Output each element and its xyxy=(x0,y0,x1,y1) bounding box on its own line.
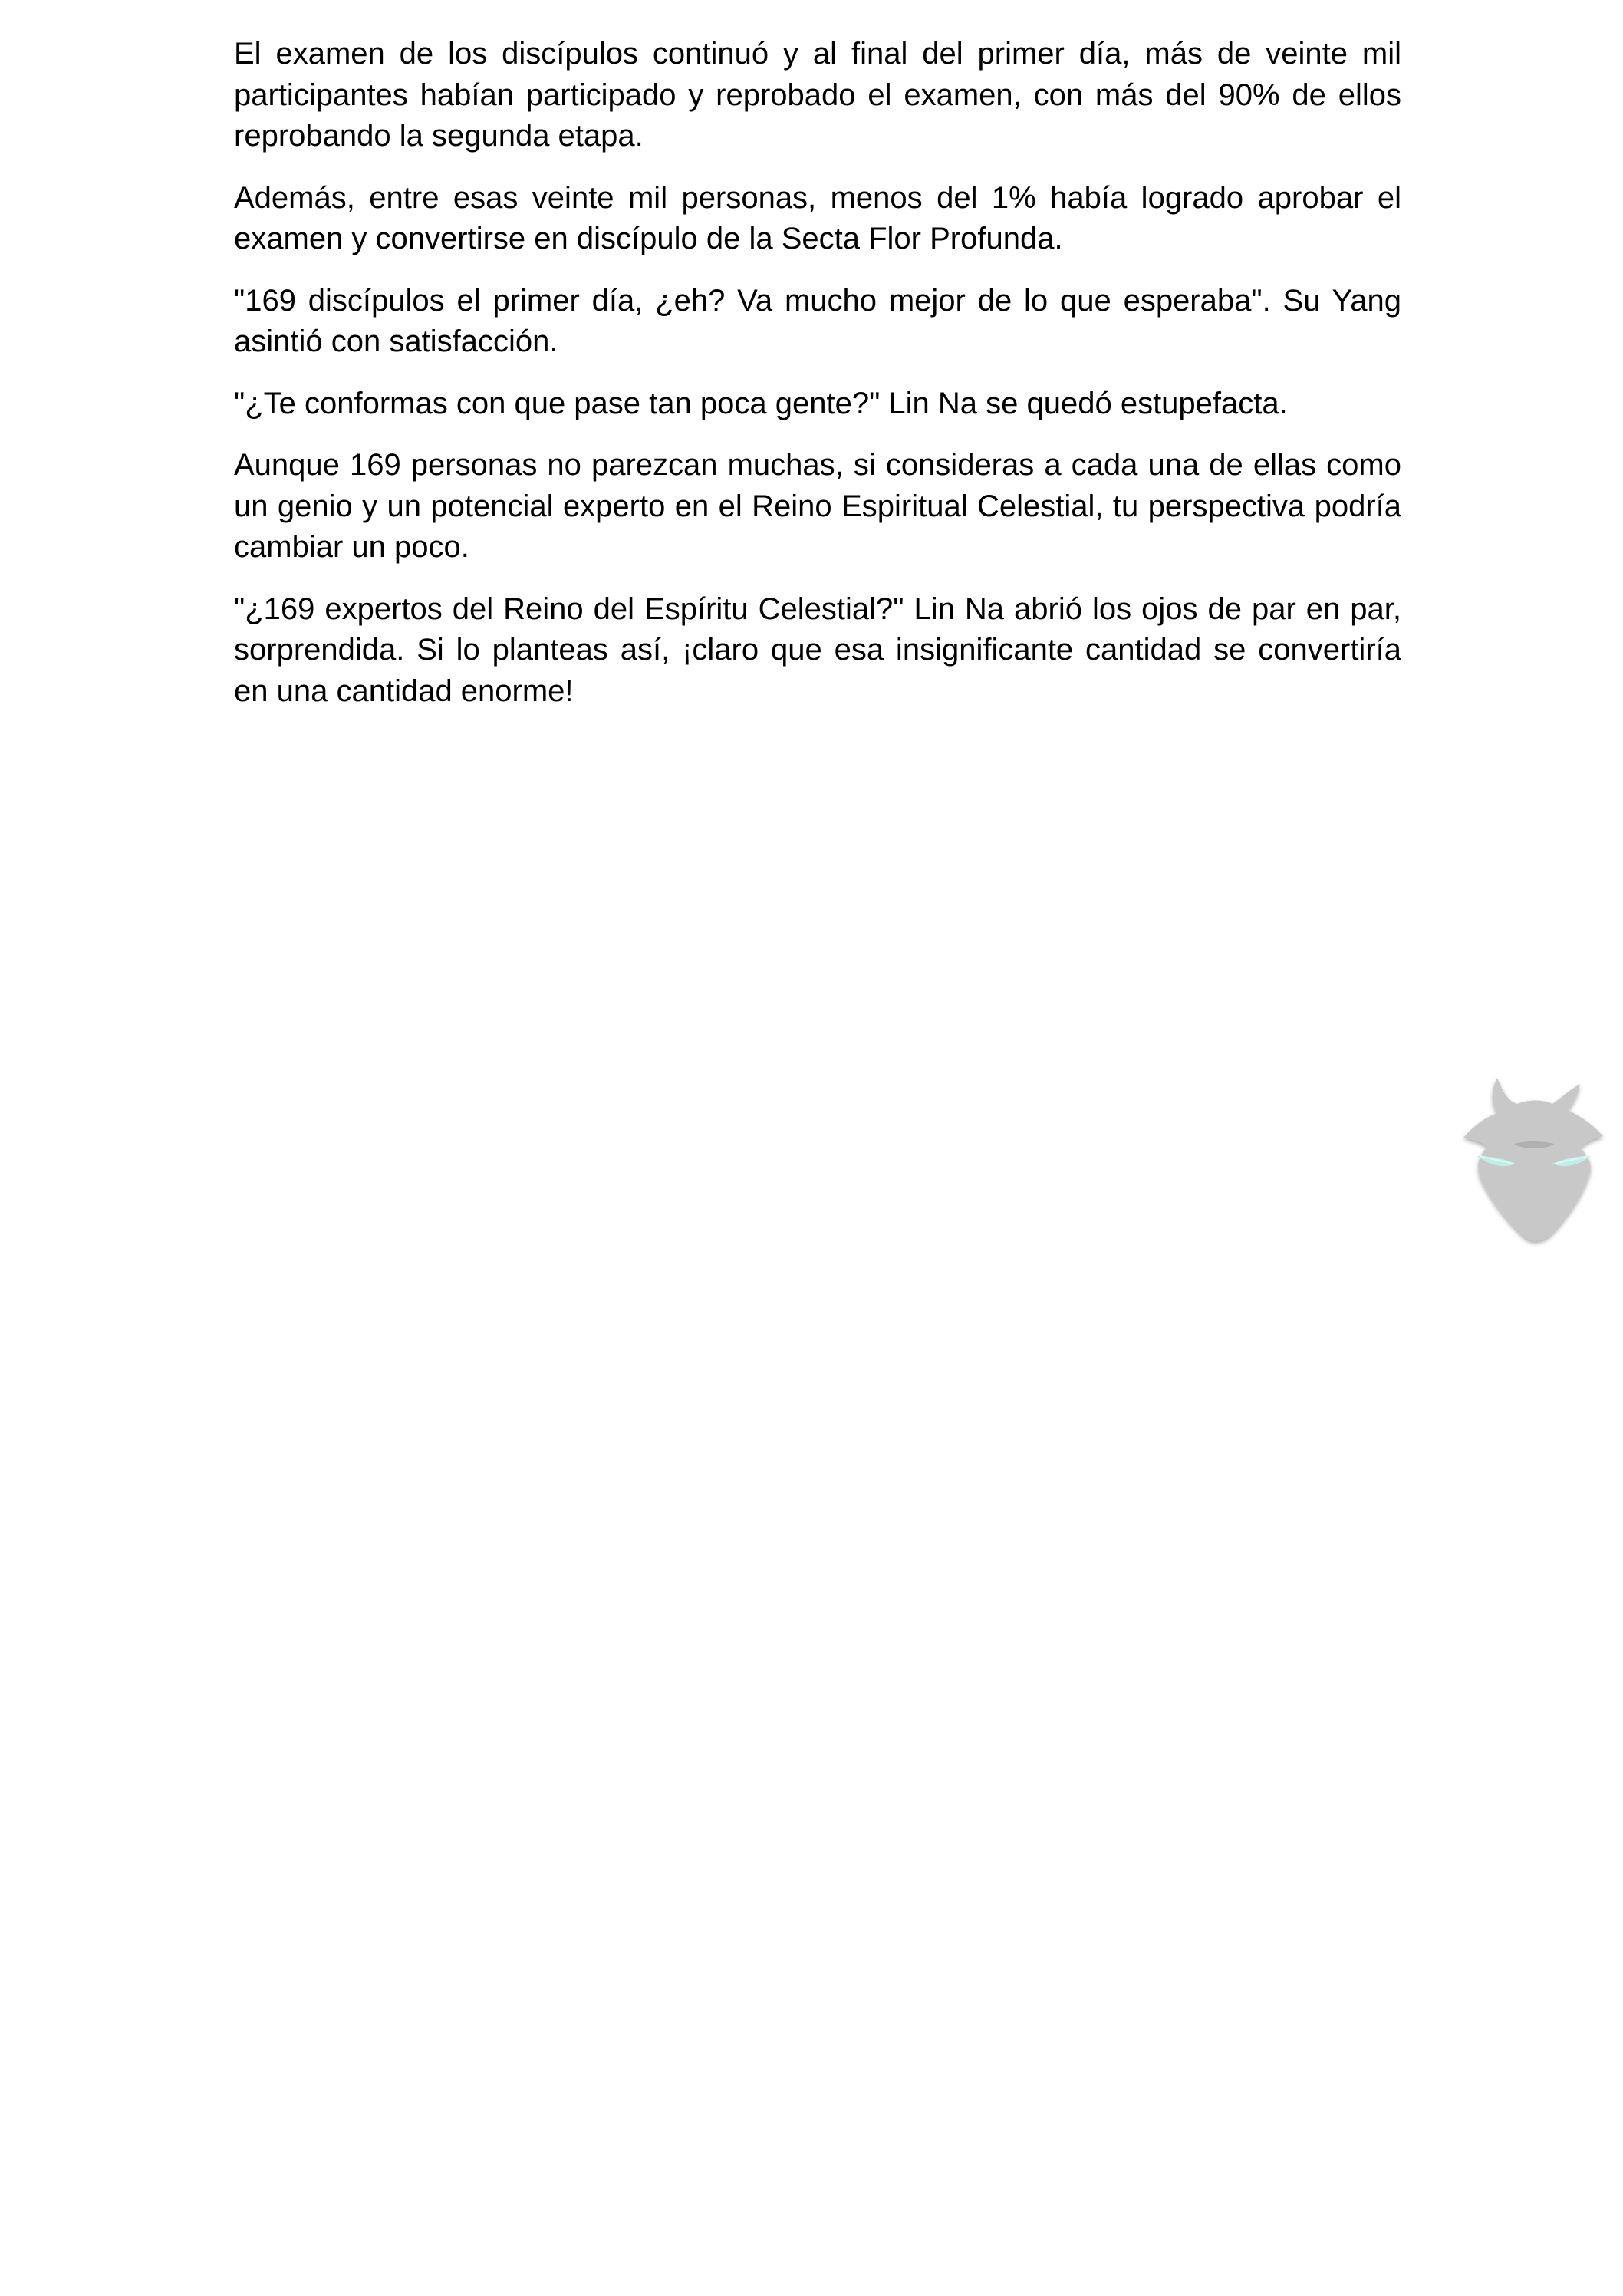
paragraph-6: "¿169 expertos del Reino del Espíritu Celestial?" Lin Na abrió los ojos de par en par, sorprendida. Si lo planteas así, ¡claro que esa insignificante cantidad se convertiría en una cantidad enorme! xyxy=(234,591,1401,708)
demon-head-icon xyxy=(1457,1070,1611,1247)
paragraph-4: "¿Te conformas con que pase tan poca gente?" Lin Na se quedó estupefacta. xyxy=(234,386,1288,420)
document-body xyxy=(234,34,1401,733)
paragraph-2: Además, entre esas veinte mil personas, menos del 1% había logrado aprobar el examen y convertirse en discípulo de la Secta Flor Profunda. xyxy=(234,180,1401,255)
paragraph-1: El examen de los discípulos continuó y al final del primer día, más de veinte mil participantes habían participado y reprobado el examen, con más del 90% de ellos reprobando la segunda etapa. xyxy=(234,37,1401,153)
paragraph-5: Aunque 169 personas no parezcan muchas, si consideras a cada una de ellas como un genio y un potencial experto en el Reino Espiritual Celestial, tu perspectiva podría cambiar un poco. xyxy=(234,448,1401,564)
paragraph-3: "169 discípulos el primer día, ¿eh? Va mucho mejor de lo que esperaba". Su Yang asintió con satisfacción. xyxy=(234,283,1401,358)
